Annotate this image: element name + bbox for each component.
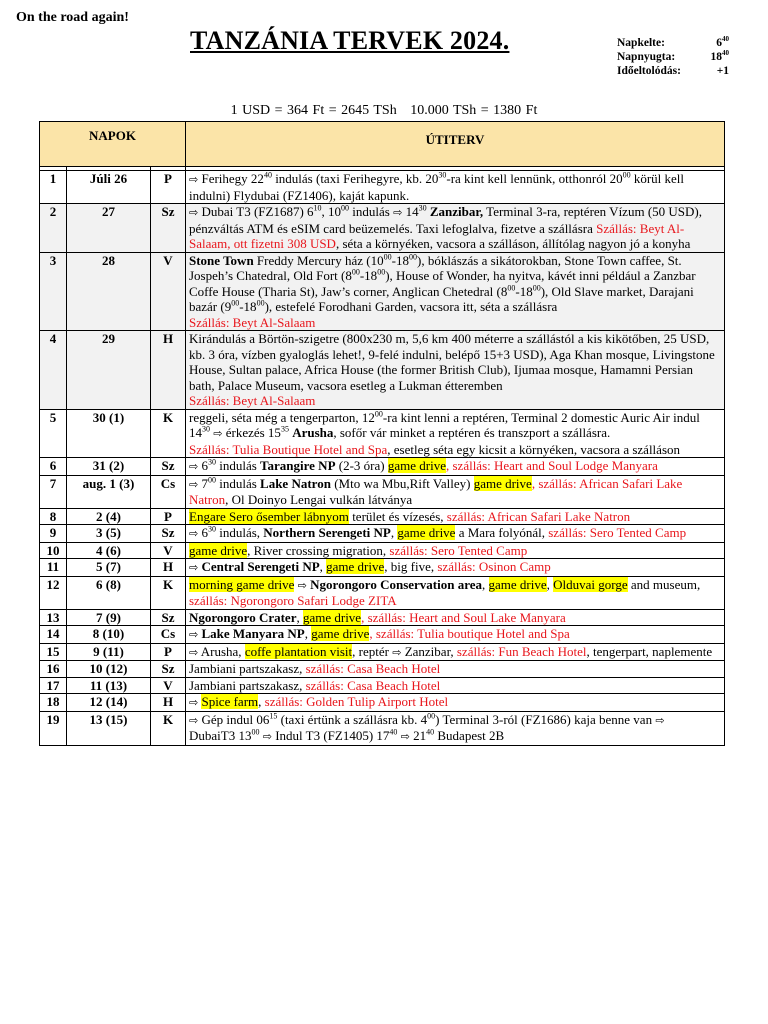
arrow-right-icon: ⇨: [189, 477, 199, 491]
sunrise-label: Napkelte:: [617, 37, 665, 49]
day-date: 30 (1): [67, 409, 151, 458]
sunset-row: [617, 50, 729, 64]
highlighted-activity: game drive: [488, 576, 547, 592]
arrow-right-icon: ⇨: [655, 713, 665, 727]
arrow-right-icon: ⇨: [393, 206, 403, 219]
day-number: 5: [40, 409, 67, 458]
table-row: [40, 475, 725, 508]
day-date: 6 (8): [67, 576, 151, 609]
sun-info-box: [617, 36, 729, 78]
lodging-text: Szállás: Beyt Al-Salaam: [189, 393, 316, 408]
lodging-text: szállás: Ngorongoro Safari Lodge ZITA: [189, 593, 397, 608]
highlighted-activity: game drive: [326, 559, 385, 574]
lodging-text: , szállás: Heart and Soul Lake Manyara: [361, 609, 566, 625]
day-date: 28: [67, 252, 151, 331]
highlighted-activity: game drive: [397, 525, 456, 540]
lodging-text: szállás: Osinon Camp: [437, 559, 551, 574]
arrow-right-icon: ⇨: [189, 460, 199, 473]
highlighted-activity: game drive: [311, 626, 370, 641]
lodging-text: , szállás: Tulia boutique Hotel and Spa: [369, 626, 570, 641]
arrow-right-icon: ⇨: [297, 578, 307, 592]
day-number: 2: [40, 204, 67, 253]
highlighted-activity: Engare Sero ősember lábnyom: [189, 508, 349, 524]
table-row: [40, 643, 725, 661]
arrow-right-icon: ⇨: [189, 645, 199, 659]
day-date: 27: [67, 204, 151, 253]
day-weekday: H: [151, 559, 186, 577]
highlighted-activity: Spice farm: [201, 694, 259, 709]
highlighted-activity: Olduvai gorge: [553, 576, 628, 592]
day-plan: Jambiani partszakasz, szállás: Casa Beach Hotel: [186, 661, 725, 678]
table-row: [40, 609, 725, 626]
day-weekday: K: [151, 409, 186, 458]
highlighted-activity: game drive: [387, 458, 446, 473]
day-weekday: H: [151, 331, 186, 410]
sunset-value: $18^{40}$: [710, 49, 729, 63]
day-number: 16: [40, 661, 67, 678]
table-row: [40, 677, 725, 694]
day-plan: ⇨ Ferihegy $22^{40}$ indulás (taxi Ferihegyre, kb. $20^{30}-ra$ kint kell lennünk, otthonról $20^{00}$ körül kell indulni) Flydubai (FZ1406), kaját kapunk.: [186, 171, 725, 204]
day-weekday: V: [151, 677, 186, 694]
day-weekday: V: [151, 252, 186, 331]
day-plan: ⇨ Lake Manyara NP, game drive, szállás: Tulia boutique Hotel and Spa: [186, 626, 725, 644]
col-header-days: NAPOK: [40, 122, 186, 167]
timeshift-label: Időeltolódás:: [617, 65, 681, 77]
lodging-text: szállás: Sero Tented Camp: [389, 542, 528, 558]
tagline: On the road again!: [16, 10, 129, 25]
itinerary-table: [39, 121, 725, 746]
day-number: 13: [40, 609, 67, 626]
day-date: 31 (2): [67, 458, 151, 476]
lodging-text: Szállás: Beyt Al-Salaam, ott fizetni 308 USD: [189, 220, 685, 251]
highlighted-activity: coffe plantation visit: [244, 643, 353, 659]
lodging-text: szállás: Casa Beach Hotel: [305, 677, 441, 693]
day-date: 10 (12): [67, 661, 151, 678]
day-date: 12 (14): [67, 694, 151, 712]
day-weekday: Sz: [151, 609, 186, 626]
exchange-rate: 1 USD = 364 Ft = 2645 TSh 10.000 TSh = 1380 Ft: [230, 103, 538, 118]
table-row: [40, 508, 725, 525]
day-plan: ⇨ Dubai T3 (FZ1687) $6^{10}$, $10^{00}$ indulás ⇨ $14^{30}$ Zanzibar, Terminal 3-ra, reptéren Vízum (50 USD), pénzváltás ATM és eSIM card beüzemelés. Taxi lefoglalva, fizetve a szállásra Szállás: Beyt Al-Salaam, ott fizetni 308 USD, séta a környéken, vacsora a szálláson, állítólag nagyon jó a konyha: [186, 204, 725, 253]
lodging-text: szállás: Golden Tulip Airport Hotel: [264, 694, 449, 709]
lodging-text: szállás: Sero Tented Camp: [548, 525, 687, 540]
table-row: [40, 171, 725, 204]
lodging-text: Szállás: Beyt Al-Salaam: [189, 314, 316, 330]
day-number: 1: [40, 171, 67, 204]
lodging-text: szállás: Casa Beach Hotel: [305, 661, 441, 676]
lodging-text: szállás: African Safari Lake Natron: [446, 508, 631, 524]
day-plan: Engare Sero ősember lábnyom terület és vízesés, szállás: African Safari Lake Natron: [186, 508, 725, 525]
arrow-right-icon: ⇨: [189, 527, 199, 540]
day-weekday: H: [151, 694, 186, 712]
day-weekday: P: [151, 171, 186, 204]
table-row: [40, 559, 725, 577]
table-header-row: [40, 122, 725, 167]
day-plan: ⇨ Arusha, coffe plantation visit, reptér ⇨ Zanzibar, szállás: Fun Beach Hotel, tengerpart, naplemente: [186, 643, 725, 661]
day-date: 5 (7): [67, 559, 151, 577]
day-weekday: Sz: [151, 458, 186, 476]
day-plan: Jambiani partszakasz, szállás: Casa Beach Hotel: [186, 677, 725, 694]
lodging-text: , szállás: African Safari Lake Natron: [189, 475, 683, 507]
arrow-right-icon: ⇨: [262, 730, 272, 743]
day-plan: ⇨ $7^{00}$ indulás Lake Natron (Mto wa Mbu,Rift Valley) game drive, szállás: African Safari Lake Natron, Ol Doinyo Lengai vulkán látványa: [186, 475, 725, 508]
day-number: 6: [40, 458, 67, 476]
day-plan: ⇨ Gép indul $06^{15}$ (taxi értünk a szállásra kb. $4^{00}$) Terminal 3-ról (FZ1686) kaja benne van ⇨ DubaiT3 $13^{00}$ ⇨ Indul T3 (FZ1405) $17^{40}$ ⇨ $21^{40}$ Budapest 2B: [186, 711, 725, 745]
table-row: [40, 331, 725, 410]
day-number: 8: [40, 508, 67, 525]
lodging-text: szállás: Fun Beach Hotel: [456, 643, 587, 659]
table-row: [40, 204, 725, 253]
day-weekday: K: [151, 576, 186, 609]
table-row: [40, 694, 725, 712]
day-number: 9: [40, 525, 67, 543]
day-number: 17: [40, 677, 67, 694]
day-date: 8 (10): [67, 626, 151, 644]
day-plan: game drive, River crossing migration, szállás: Sero Tented Camp: [186, 542, 725, 559]
highlighted-activity: morning game drive: [189, 576, 295, 592]
day-plan: Stone Town Freddy Mercury ház $(10^{00}-18^{00})$, bóklászás a sikátorokban, Stone Town caffee, St. Jospeh’s Chatedral, Old Fort $(8^{00}-18^{00})$, House of Wonder, ha nyitva, kávét inni például a Zanzbar Coffe House (Tharia St), Jaw’s corner, Anglican Chetedral $(8^{00}-18^{00})$, Old Slave market, Darajani bazár $(9^{00}-18^{00})$, estefelé Forodhani Garden, vacsora itt, séta a szállásra Szállás: Beyt Al-Salaam: [186, 252, 725, 331]
day-number: 19: [40, 711, 67, 745]
arrow-right-icon: ⇨: [400, 730, 410, 743]
arrow-right-icon: ⇨: [189, 561, 199, 574]
day-date: 29: [67, 331, 151, 410]
col-header-plan: ÚTITERV: [186, 122, 725, 167]
day-plan: ⇨ Spice farm, szállás: Golden Tulip Airport Hotel: [186, 694, 725, 712]
table-row: [40, 626, 725, 644]
highlighted-activity: game drive: [302, 609, 362, 625]
day-date: 9 (11): [67, 643, 151, 661]
arrow-right-icon: ⇨: [189, 713, 199, 727]
day-weekday: Sz: [151, 204, 186, 253]
day-plan: reggeli, séta még a tengerparton, $12^{00}-ra$ kint lenni a reptéren, Terminal 2 domestic Auric Air indul $14^{30}$ ⇨ érkezés $15^{35}$ Arusha, sofőr vár minket a reptéren és transzport a szállásra. Szállás: Tulia Boutique Hotel and Spa, esetleg séta egy kicsit a környéken, vacsora a szálláson: [186, 409, 725, 458]
table-row: [40, 542, 725, 559]
day-date: 3 (5): [67, 525, 151, 543]
table-row: [40, 661, 725, 678]
day-date: 4 (6): [67, 542, 151, 559]
day-date: aug. 1 (3): [67, 475, 151, 508]
table-row: [40, 409, 725, 458]
day-weekday: Sz: [151, 661, 186, 678]
page-title: TANZÁNIA TERVEK 2024.: [190, 26, 510, 55]
day-weekday: P: [151, 508, 186, 525]
sunset-label: Napnyugta:: [617, 51, 676, 63]
day-number: 15: [40, 643, 67, 661]
timeshift-row: [617, 64, 729, 78]
timeshift-value: +1: [716, 65, 729, 77]
day-plan: Ngorongoro Crater, game drive, szállás: Heart and Soul Lake Manyara: [186, 609, 725, 626]
day-date: 11 (13): [67, 677, 151, 694]
day-plan: ⇨ $6^{30}$ indulás, Northern Serengeti NP, game drive a Mara folyónál, szállás: Sero Tented Camp: [186, 525, 725, 543]
arrow-right-icon: ⇨: [189, 206, 199, 219]
arrow-right-icon: ⇨: [189, 628, 199, 641]
day-number: 3: [40, 252, 67, 331]
day-date: 2 (4): [67, 508, 151, 525]
highlighted-activity: game drive: [189, 542, 248, 558]
day-number: 7: [40, 475, 67, 508]
highlighted-activity: game drive: [473, 475, 532, 491]
day-number: 4: [40, 331, 67, 410]
day-date: 7 (9): [67, 609, 151, 626]
day-date: 13 (15): [67, 711, 151, 745]
sunrise-row: [617, 36, 729, 50]
lodging-text: , szállás: Heart and Soul Lodge Manyara: [445, 458, 658, 473]
table-row: [40, 525, 725, 543]
arrow-right-icon: ⇨: [213, 427, 223, 440]
table-row: [40, 252, 725, 331]
day-number: 10: [40, 542, 67, 559]
day-plan: Kirándulás a Börtön-szigetre (800x230 m, 5,6 km 400 méterre a szállástól a kis kikötőben, 25 USD, kb. 3 óra, vízben gyaloglás lehet!, 9-felé indulni, belépő 15+3 USD), Aga Khan mosque, Livingstone House, Sultan palace, Africa House (the former British Club), Ijumaa mosque, Hamamni Persian bath, Palace Museum, vacsora esetleg a Lukman étteremben Szállás: Beyt Al-Salaam: [186, 331, 725, 410]
table-row: [40, 576, 725, 609]
day-weekday: V: [151, 542, 186, 559]
day-number: 14: [40, 626, 67, 644]
sunrise-value: $6^{40}$: [716, 35, 729, 49]
day-number: 12: [40, 576, 67, 609]
day-weekday: Cs: [151, 475, 186, 508]
day-date: Júli 26: [67, 171, 151, 204]
day-plan: ⇨ Central Serengeti NP, game drive, big five, szállás: Osinon Camp: [186, 559, 725, 577]
day-weekday: K: [151, 711, 186, 745]
day-weekday: Cs: [151, 626, 186, 644]
day-number: 11: [40, 559, 67, 577]
day-plan: ⇨ $6^{30}$ indulás Tarangire NP (2-3 óra) game drive, szállás: Heart and Soul Lodge Manyara: [186, 458, 725, 476]
arrow-right-icon: ⇨: [189, 173, 199, 186]
table-row: [40, 458, 725, 476]
day-weekday: Sz: [151, 525, 186, 543]
lodging-text: Szállás: Tulia Boutique Hotel and Spa: [189, 441, 388, 457]
arrow-right-icon: ⇨: [189, 696, 199, 709]
day-weekday: P: [151, 643, 186, 661]
day-number: 18: [40, 694, 67, 712]
table-row: [40, 711, 725, 745]
day-plan: morning game drive ⇨ Ngorongoro Conservation area, game drive, Olduvai gorge and museum, szállás: Ngorongoro Safari Lodge ZITA: [186, 576, 725, 609]
arrow-right-icon: ⇨: [392, 645, 402, 659]
